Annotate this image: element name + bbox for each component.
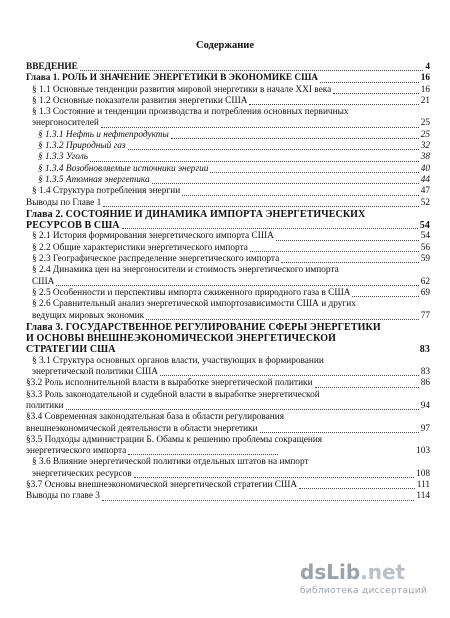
toc-entry [26, 130, 430, 141]
toc-entry [26, 62, 430, 73]
watermark-logo-main: dsLib [300, 560, 361, 584]
toc-leader-dots [276, 240, 419, 241]
toc-entry-page: 54 [420, 231, 430, 242]
toc-entry [26, 254, 430, 265]
toc-entry-page: 44 [420, 174, 430, 185]
toc-leader-dots [299, 488, 415, 489]
toc-entry-text: § 1.3.3 Уголь [38, 152, 89, 163]
toc-entry [26, 401, 430, 412]
toc-entry [26, 390, 430, 401]
toc-entry-text: РЕСУРСОВ В США [26, 220, 120, 232]
toc-leader-dots [249, 104, 419, 105]
toc-leader-dots [103, 206, 419, 207]
toc-entry-page: 21 [420, 95, 430, 106]
toc-leader-dots [128, 149, 419, 150]
toc-entry [26, 277, 430, 288]
toc-leader-dots [182, 195, 419, 196]
toc-entry [26, 322, 430, 333]
toc-leader-dots [315, 387, 419, 388]
toc-entry-text: США [32, 276, 55, 287]
toc-leader-dots [90, 161, 419, 162]
toc-entry-text: ведущих мировых экономик [32, 310, 145, 321]
toc-entry [26, 220, 430, 231]
toc-entry-text: §3.5 Подходы администрации Б. Обамы к решению проблемы сокращения [26, 434, 323, 445]
toc-entry-page: 38 [420, 152, 430, 163]
toc-entry-text: энергоносителей [32, 118, 99, 129]
toc-leader-dots [320, 82, 419, 83]
toc-entry [26, 118, 430, 129]
toc-entry [26, 231, 430, 242]
toc-entry [26, 469, 430, 480]
toc-entry-page: 86 [420, 378, 430, 389]
toc-entry-page: 16 [420, 84, 430, 95]
watermark-subtitle: библиотека диссертаций [300, 586, 428, 596]
toc-entry-text: Выводы по Главе 1 [26, 197, 102, 208]
toc-entry-page: 59 [420, 254, 430, 265]
toc-entry-page: 4 [425, 62, 430, 72]
toc-entry-text: § 1.3.4 Возобновляемые источники энергии [38, 163, 209, 174]
toc-leader-dots [80, 70, 423, 71]
toc-entry-text: Глава 3. ГОСУДАРСТВЕННОЕ РЕГУЛИРОВАНИЕ СФЕРЫ ЭНЕРГЕТИКИ [26, 321, 381, 333]
toc-entry [26, 356, 430, 367]
toc-entry-text: §3.7 Основы внешнеэкономической энергетической стратегии США [26, 479, 298, 490]
toc-entry-text: § 3.1 Структура основных органов власти, участвующих в формировании [32, 355, 324, 366]
toc-entry-page: 56 [420, 242, 430, 253]
toc-entry-text: энергетических ресурсов [32, 468, 132, 479]
toc-leader-dots [128, 454, 278, 455]
toc-entry [26, 85, 430, 96]
toc-entry-text: Выводы по главе 3 [26, 491, 100, 502]
toc-leader-dots [102, 500, 414, 501]
toc-entry-text: внешнеэкономической деятельности в области энергетики [26, 423, 258, 434]
toc-entry-page: 62 [420, 276, 430, 287]
toc-entry-text: ВВЕДЕНИЕ [26, 62, 78, 72]
toc-leader-dots [333, 93, 419, 94]
toc-entry [26, 107, 430, 118]
toc-entry-page: 25 [420, 118, 430, 129]
toc-entry [26, 491, 430, 502]
toc-entry-text: § 3.6 Влияние энергетической политики отдельных штатов на импорт [32, 457, 309, 468]
toc-entry [26, 435, 430, 446]
toc-entry-text: §3.3 Роль законодательной и судебной власти в выработке энергетической [26, 389, 320, 400]
toc-entry-page: 54 [419, 220, 430, 232]
toc-leader-dots [101, 127, 419, 128]
toc-entry-text: § 1.4 Структура потребления энергии [32, 186, 181, 197]
toc-entry [26, 198, 430, 209]
toc-entry-text: § 2.4 Динамика цен на энергоносители и стоимость энергетического импорта [32, 265, 339, 276]
toc-entry [26, 367, 430, 378]
toc-entry-page: 52 [420, 197, 430, 208]
toc-entry-text: § 2.5 Особенности и перспективы импорта сжиженного природного газа в США [32, 287, 351, 298]
toc-leader-dots [56, 285, 419, 286]
toc-entry-page: 25 [420, 129, 430, 140]
toc-entry-text: § 1.3 Состояние и тенденции производства и потребления основных первичных [32, 107, 349, 118]
toc-leader-dots [281, 262, 419, 263]
toc-leader-dots [250, 251, 419, 252]
toc-entry [26, 152, 430, 163]
toc-entry [26, 333, 430, 344]
toc-entry [26, 446, 430, 457]
toc-leader-dots [171, 138, 419, 139]
toc-entry-page: 69 [420, 287, 430, 298]
toc-leader-dots [122, 228, 418, 229]
toc-entry-text: энергетического импорта [26, 446, 127, 457]
toc-entry-page: 40 [420, 163, 430, 174]
toc-entry-page: 83 [419, 344, 430, 356]
toc-entry-page: 16 [420, 73, 430, 84]
toc-entry-text: § 2.2 Общие характеристики энергетического импорта [32, 242, 248, 253]
toc-entry-text: § 1.2 Основные показатели развития энергетики США [32, 95, 248, 106]
toc-entry-text: § 1.1 Основные тенденции развития мировой энергетики в начале XXI века [32, 84, 332, 95]
toc-entry-text: § 2.1 История формирования энергетического импорта США [32, 231, 274, 242]
toc-entry [26, 424, 430, 435]
toc-entry-text: § 2.3 Географическое распределение энергетического импорта [32, 254, 280, 265]
page-title: Содержание [196, 40, 254, 51]
toc-entry-text: §3.4 Современная законодательная база в области регулирования [26, 412, 284, 423]
toc-entry-page: 108 [416, 468, 430, 479]
toc-leader-dots [160, 375, 419, 376]
watermark-logo-tld: .net [360, 560, 406, 584]
toc-leader-dots [210, 172, 419, 173]
toc-entry [26, 243, 430, 254]
watermark [300, 560, 440, 610]
toc-leader-dots [352, 296, 419, 297]
toc-entry [26, 299, 430, 310]
watermark-logo [300, 560, 440, 584]
toc-entry-page: 114 [416, 491, 430, 502]
toc-leader-dots [134, 477, 414, 478]
toc-entry-text: И ОСНОВЫ ВНЕШНЕЭКОНОМИЧЕСКОЙ ЭНЕРГЕТИЧЕСКОЙ [26, 333, 337, 345]
toc-entry [26, 175, 430, 186]
toc-entry-text: Глава 2. СОСТОЯНИЕ И ДИНАМИКА ИМПОРТА ЭНЕРГЕТИЧЕСКИХ [26, 208, 366, 220]
toc-leader-dots [146, 319, 419, 320]
toc-entry-page: 47 [420, 186, 430, 197]
toc-entry [26, 311, 430, 322]
toc-entry [26, 288, 430, 299]
toc-entry [26, 141, 430, 152]
toc-entry [26, 480, 430, 491]
toc-entry [26, 186, 430, 197]
toc-entry [26, 457, 430, 468]
toc-entry-text: § 2.6 Сравнительный анализ энергетической импортозависимости США и других [32, 299, 356, 310]
toc-entry-text: § 1.3.1 Нефть и нефтепродукты [38, 129, 169, 140]
toc-entry-text: § 1.3.2 Природный газ [38, 141, 126, 152]
toc-entry [26, 344, 430, 355]
toc-leader-dots [260, 432, 419, 433]
toc-entry-page: 77 [420, 310, 430, 321]
toc-entry [26, 412, 430, 423]
toc-entry-text: Глава 1. РОЛЬ И ЗНАЧЕНИЕ ЭНЕРГЕТИКИ В ЭКОНОМИКЕ США [26, 73, 319, 84]
toc-entry-page: 83 [420, 367, 430, 378]
toc-leader-dots [66, 409, 419, 410]
toc-entry-page: 111 [416, 479, 430, 490]
toc-leader-dots [152, 183, 419, 184]
toc-entry [26, 73, 430, 84]
toc-entry [26, 164, 430, 175]
toc-entry-page: 32 [420, 141, 430, 152]
toc-entry-page: 94 [420, 400, 430, 411]
toc-entry-page: 103 [416, 446, 430, 457]
toc-entry-text: §3.2 Роль исполнительной власти в выработке энергетической политики [26, 378, 313, 389]
toc-entry-text: энергетической политики США [32, 367, 159, 378]
toc-entry [26, 265, 430, 276]
toc-entry-text: политики [26, 400, 64, 411]
toc-entry [26, 209, 430, 220]
toc-entry-text: СТРАТЕГИИ США [26, 344, 116, 356]
toc-entry-text: § 1.3.5 Атомная энергетика [38, 174, 150, 185]
toc-entry [26, 378, 430, 389]
table-of-contents [26, 62, 430, 503]
toc-entry-page: 97 [420, 423, 430, 434]
toc-entry [26, 96, 430, 107]
